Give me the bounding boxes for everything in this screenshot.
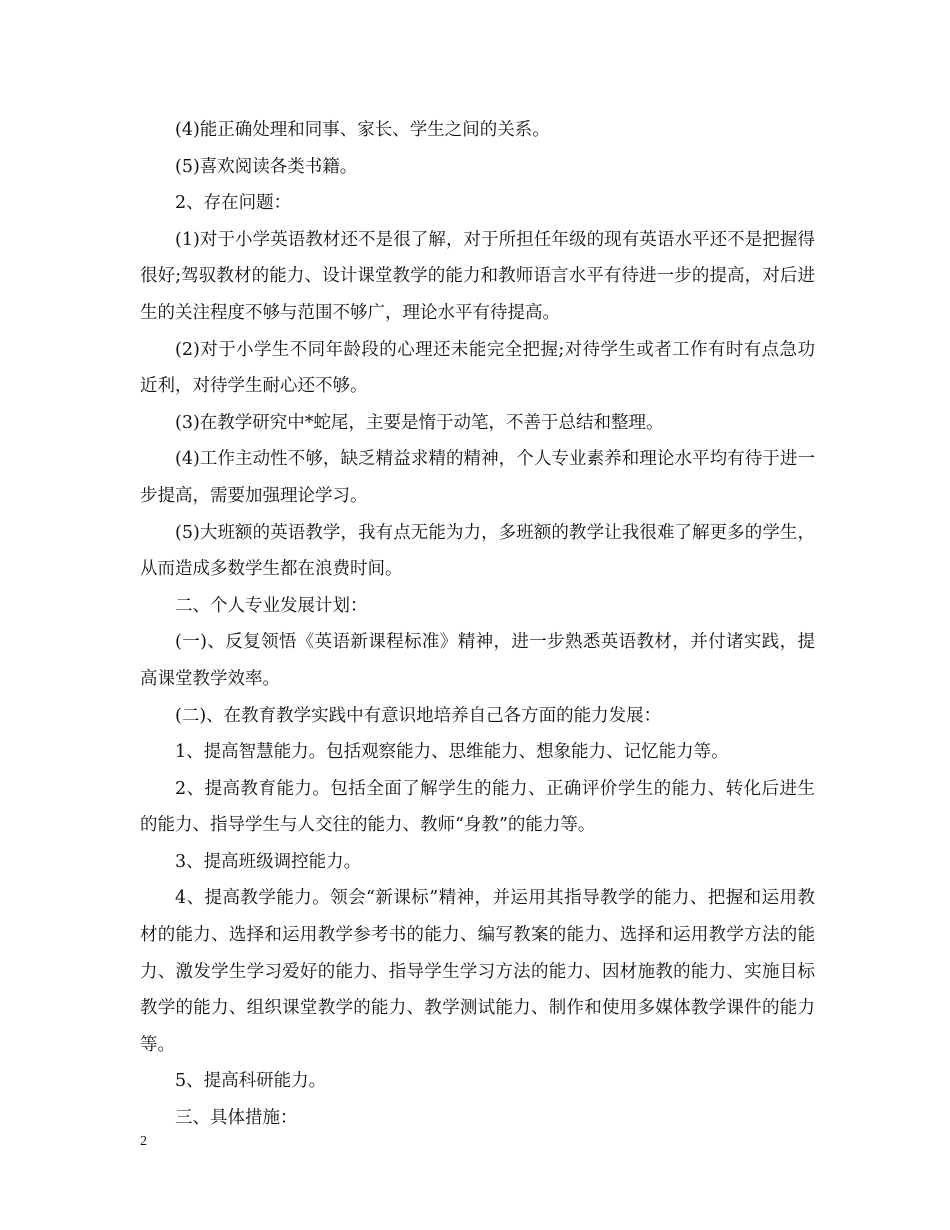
paragraph: (4)工作主动性不够，缺乏精益求精的精神，个人专业素养和理论水平均有待于进一步提高，需要加强理论学习。: [140, 449, 815, 506]
paragraph: (3)在教学研究中*蛇尾，主要是惰于动笔，不善于总结和整理。: [175, 412, 664, 433]
paragraph: (4)能正确处理和同事、家长、学生之间的关系。: [175, 120, 550, 140]
paragraph: (5)大班额的英语教学，我有点无能为力，多班额的教学让我很难了解更多的学生，从而造成多数学生都在浪费时间。: [140, 522, 815, 580]
section-heading: 二、个人专业发展计划：: [175, 595, 368, 616]
document-body: [140, 112, 815, 1137]
paragraph: 5、提高科研能力。: [175, 1071, 327, 1092]
paragraph: (二)、在教育教学实践中有意识地培养自己各方面的能力发展：: [175, 705, 662, 726]
paragraph: 2、提高教育能力。包括全面了解学生的能力、正确评价学生的能力、转化后进生的能力、指导学生与人交往的能力、教师“身教”的能力等。: [140, 778, 815, 836]
paragraph: 4、提高教学能力。领会“新课标”精神，并运用其指导教学的能力、把握和运用教材的能力、选择和运用教学参考书的能力、编写教案的能力、选择和运用教学方法的能力、激发学生学习爱好的能力、指导学生学习方法的能力、因材施教的能力、实施目标教学的能力、组织课堂教学的能力、教学测试能力、制作和使用多媒体教学课件的能力等。: [140, 888, 815, 1055]
paragraph: (一)、反复领悟《英语新课程标准》精神，进一步熟悉英语教材，并付诸实践，提高课堂教学效率。: [140, 632, 815, 689]
paragraph: (5)喜欢阅读各类书籍。: [175, 156, 358, 177]
paragraph: (1)对于小学英语教材还不是很了解，对于所担任年级的现有英语水平还不是把握得很好;驾驭教材的能力、设计课堂教学的能力和教师语言水平有待进一步的提高，对后进生的关注程度不够与范围不够广，理论水平有待提高。: [140, 229, 815, 323]
paragraph: 3、提高班级调控能力。: [175, 851, 362, 872]
paragraph: (2)对于小学生不同年龄段的心理还未能完全把握;对待学生或者工作有时有点急功近利，对待学生耐心还不够。: [140, 339, 815, 397]
section-heading: 2、存在问题：: [175, 193, 292, 214]
section-heading: 三、具体措施：: [175, 1108, 298, 1129]
page-number: 2: [140, 1134, 147, 1149]
paragraph: 1、提高智慧能力。包括观察能力、思维能力、想象能力、记忆能力等。: [175, 742, 729, 763]
